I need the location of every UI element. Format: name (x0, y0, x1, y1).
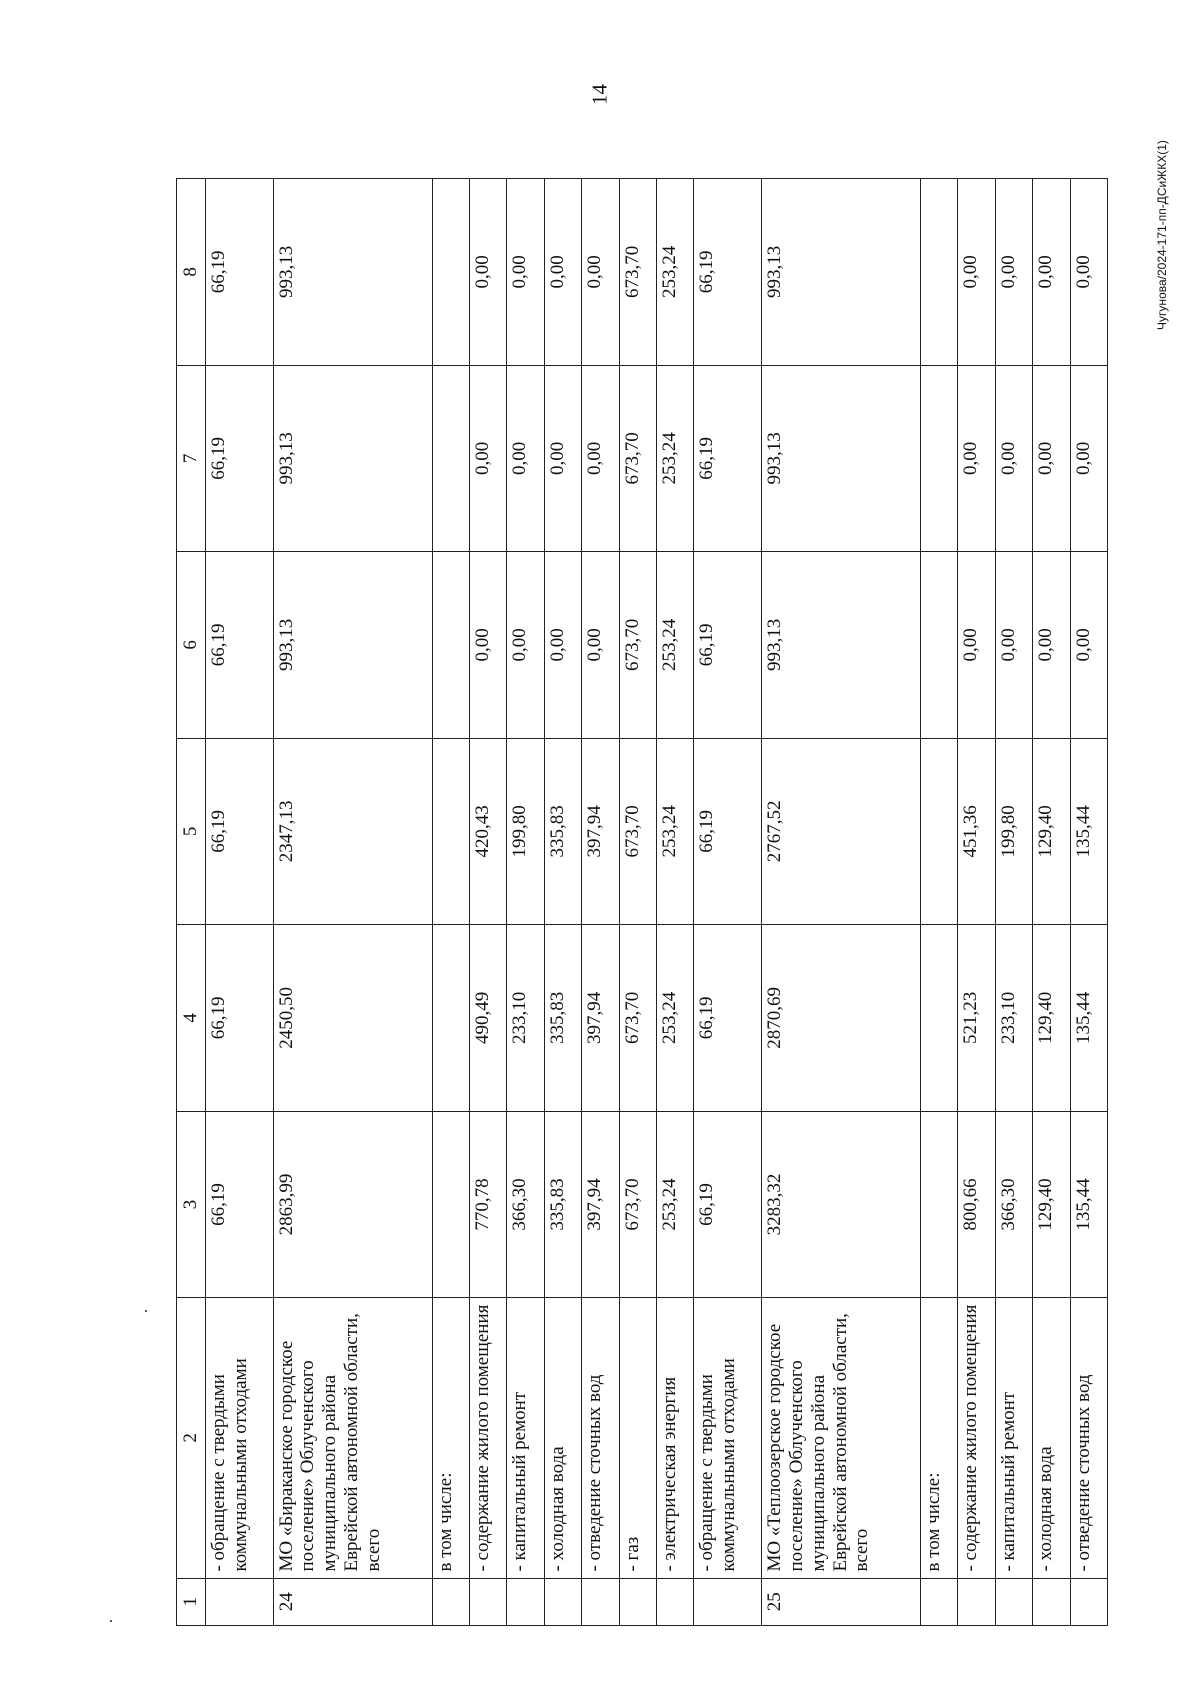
cell-value (921, 925, 958, 1112)
cell-value: 66,19 (694, 552, 762, 739)
column-header: 6 (177, 552, 206, 739)
row-number (507, 1578, 544, 1625)
table-row (1033, 179, 1070, 1626)
cell-value: 993,13 (273, 552, 432, 739)
cell-value: 0,00 (1033, 552, 1070, 739)
cell-value: 993,13 (273, 365, 432, 552)
cell-value: 0,00 (958, 179, 995, 366)
cell-value: 253,24 (656, 925, 693, 1112)
cell-value: 0,00 (1070, 365, 1107, 552)
cell-value: 253,24 (656, 552, 693, 739)
cell-value: 993,13 (762, 552, 921, 739)
scan-speck (110, 1620, 112, 1622)
cell-value: 0,00 (958, 552, 995, 739)
row-number (656, 1578, 693, 1625)
cell-value: 2347,13 (273, 738, 432, 925)
cell-value: 0,00 (1070, 552, 1107, 739)
row-number (995, 1578, 1032, 1625)
cell-value (432, 1111, 469, 1298)
cell-value: 0,00 (958, 365, 995, 552)
cell-value: 66,19 (694, 738, 762, 925)
table-row (995, 179, 1032, 1626)
cell-value: 66,19 (694, 179, 762, 366)
row-label: - обращение с твердыми коммунальными отходами (694, 1298, 762, 1578)
cell-value: 0,00 (1033, 365, 1070, 552)
cell-value: 0,00 (995, 179, 1032, 366)
cell-value: 66,19 (205, 179, 273, 366)
cell-value: 2767,52 (762, 738, 921, 925)
cell-value: 0,00 (582, 552, 619, 739)
cell-value: 0,00 (507, 552, 544, 739)
cell-value: 993,13 (762, 179, 921, 366)
table-row (656, 179, 693, 1626)
cell-value: 0,00 (544, 552, 581, 739)
header-row (177, 179, 206, 1626)
cell-value: 0,00 (470, 365, 507, 552)
cell-value: 673,70 (619, 738, 656, 925)
cell-value: 673,70 (619, 925, 656, 1112)
cell-value: 66,19 (205, 552, 273, 739)
row-number (694, 1578, 762, 1625)
cell-value: 0,00 (544, 179, 581, 366)
row-label: - холодная вода (544, 1298, 581, 1578)
cell-value: 335,83 (544, 738, 581, 925)
table-row (921, 179, 958, 1626)
cell-value: 66,19 (694, 365, 762, 552)
cell-value: 397,94 (582, 738, 619, 925)
cell-value: 66,19 (694, 1111, 762, 1298)
cell-value: 0,00 (1033, 179, 1070, 366)
table-row (273, 179, 432, 1626)
cell-value: 0,00 (582, 179, 619, 366)
column-header: 4 (177, 925, 206, 1112)
cell-value: 397,94 (582, 1111, 619, 1298)
row-label: - электрическая энергия (656, 1298, 693, 1578)
cell-value: 66,19 (205, 738, 273, 925)
cell-value: 0,00 (544, 365, 581, 552)
cell-value (432, 179, 469, 366)
cell-value: 135,44 (1070, 1111, 1107, 1298)
row-label: - газ (619, 1298, 656, 1578)
table-row (619, 179, 656, 1626)
cell-value: 335,83 (544, 1111, 581, 1298)
row-number (958, 1578, 995, 1625)
row-number (921, 1578, 958, 1625)
row-label: - капитальный ремонт (507, 1298, 544, 1578)
cell-value: 3283,32 (762, 1111, 921, 1298)
cell-value: 233,10 (507, 925, 544, 1112)
row-label: в том числе: (921, 1298, 958, 1578)
cell-value: 0,00 (995, 365, 1032, 552)
row-label: - отведение сточных вод (1070, 1298, 1107, 1578)
cell-value: 673,70 (619, 365, 656, 552)
cell-value: 800,66 (958, 1111, 995, 1298)
cell-value (921, 365, 958, 552)
cell-value: 253,24 (656, 365, 693, 552)
cell-value: 253,24 (656, 738, 693, 925)
table-row (582, 179, 619, 1626)
row-number (619, 1578, 656, 1625)
cell-value: 2863,99 (273, 1111, 432, 1298)
cell-value (432, 738, 469, 925)
rotated-table-frame (176, 178, 1108, 1626)
cell-value: 0,00 (582, 365, 619, 552)
cell-value: 253,24 (656, 1111, 693, 1298)
row-number (205, 1578, 273, 1625)
row-label: - отведение сточных вод (582, 1298, 619, 1578)
column-header: 8 (177, 179, 206, 366)
row-number (582, 1578, 619, 1625)
cell-value: 0,00 (470, 179, 507, 366)
cell-value (921, 1111, 958, 1298)
cell-value: 490,49 (470, 925, 507, 1112)
cell-value (921, 738, 958, 925)
document-reference-note: Чугунова/2024-171-пп-ДСиЖКХ(1) (1155, 140, 1169, 330)
cell-value: 0,00 (995, 552, 1032, 739)
cell-value: 420,43 (470, 738, 507, 925)
cell-value: 366,30 (995, 1111, 1032, 1298)
cell-value: 66,19 (205, 365, 273, 552)
cell-value: 2450,50 (273, 925, 432, 1112)
table-row (432, 179, 469, 1626)
column-header: 7 (177, 365, 206, 552)
table-row (762, 179, 921, 1626)
page-number: 14 (587, 84, 612, 105)
cell-value: 397,94 (582, 925, 619, 1112)
table-row (205, 179, 273, 1626)
column-header: 3 (177, 1111, 206, 1298)
row-label: МО «Бираканское городское поселение» Облученского муниципального района Еврейской автономной области, всего (273, 1298, 432, 1578)
cell-value: 2870,69 (762, 925, 921, 1112)
cell-value (432, 925, 469, 1112)
cell-value: 0,00 (470, 552, 507, 739)
row-number (1070, 1578, 1107, 1625)
cell-value: 673,70 (619, 179, 656, 366)
row-label: - капитальный ремонт (995, 1298, 1032, 1578)
cell-value: 521,23 (958, 925, 995, 1112)
row-number (470, 1578, 507, 1625)
row-number (544, 1578, 581, 1625)
table-row (1070, 179, 1107, 1626)
cell-value: 0,00 (507, 179, 544, 366)
cell-value: 673,70 (619, 1111, 656, 1298)
cell-value: 66,19 (205, 1111, 273, 1298)
table-row (958, 179, 995, 1626)
cell-value: 0,00 (1070, 179, 1107, 366)
cell-value: 770,78 (470, 1111, 507, 1298)
table-row (507, 179, 544, 1626)
row-label: - обращение с твердыми коммунальными отходами (205, 1298, 273, 1578)
column-header: 1 (177, 1578, 206, 1625)
cell-value: 66,19 (694, 925, 762, 1112)
cell-value: 135,44 (1070, 738, 1107, 925)
tariff-table (176, 178, 1108, 1626)
row-number (432, 1578, 469, 1625)
cell-value: 366,30 (507, 1111, 544, 1298)
cell-value: 129,40 (1033, 1111, 1070, 1298)
cell-value: 451,36 (958, 738, 995, 925)
scan-speck (145, 1310, 147, 1312)
cell-value (921, 179, 958, 366)
column-header: 2 (177, 1298, 206, 1578)
cell-value: 135,44 (1070, 925, 1107, 1112)
cell-value: 199,80 (507, 738, 544, 925)
cell-value: 253,24 (656, 179, 693, 366)
row-number: 24 (273, 1578, 432, 1625)
table-row (694, 179, 762, 1626)
cell-value (432, 365, 469, 552)
cell-value: 66,19 (205, 925, 273, 1112)
table-row (544, 179, 581, 1626)
row-label: - содержание жилого помещения (958, 1298, 995, 1578)
cell-value (921, 552, 958, 739)
column-header: 5 (177, 738, 206, 925)
cell-value: 0,00 (507, 365, 544, 552)
cell-value: 199,80 (995, 738, 1032, 925)
row-label: - холодная вода (1033, 1298, 1070, 1578)
row-label: МО «Теплоозерское городское поселение» Облученского муниципального района Еврейской автономной области, всего (762, 1298, 921, 1578)
cell-value: 673,70 (619, 552, 656, 739)
row-label: - содержание жилого помещения (470, 1298, 507, 1578)
cell-value (432, 552, 469, 739)
cell-value: 993,13 (273, 179, 432, 366)
row-number (1033, 1578, 1070, 1625)
cell-value: 129,40 (1033, 738, 1070, 925)
row-label: в том числе: (432, 1298, 469, 1578)
table-row (470, 179, 507, 1626)
cell-value: 335,83 (544, 925, 581, 1112)
cell-value: 993,13 (762, 365, 921, 552)
row-number: 25 (762, 1578, 921, 1625)
cell-value: 129,40 (1033, 925, 1070, 1112)
cell-value: 233,10 (995, 925, 1032, 1112)
